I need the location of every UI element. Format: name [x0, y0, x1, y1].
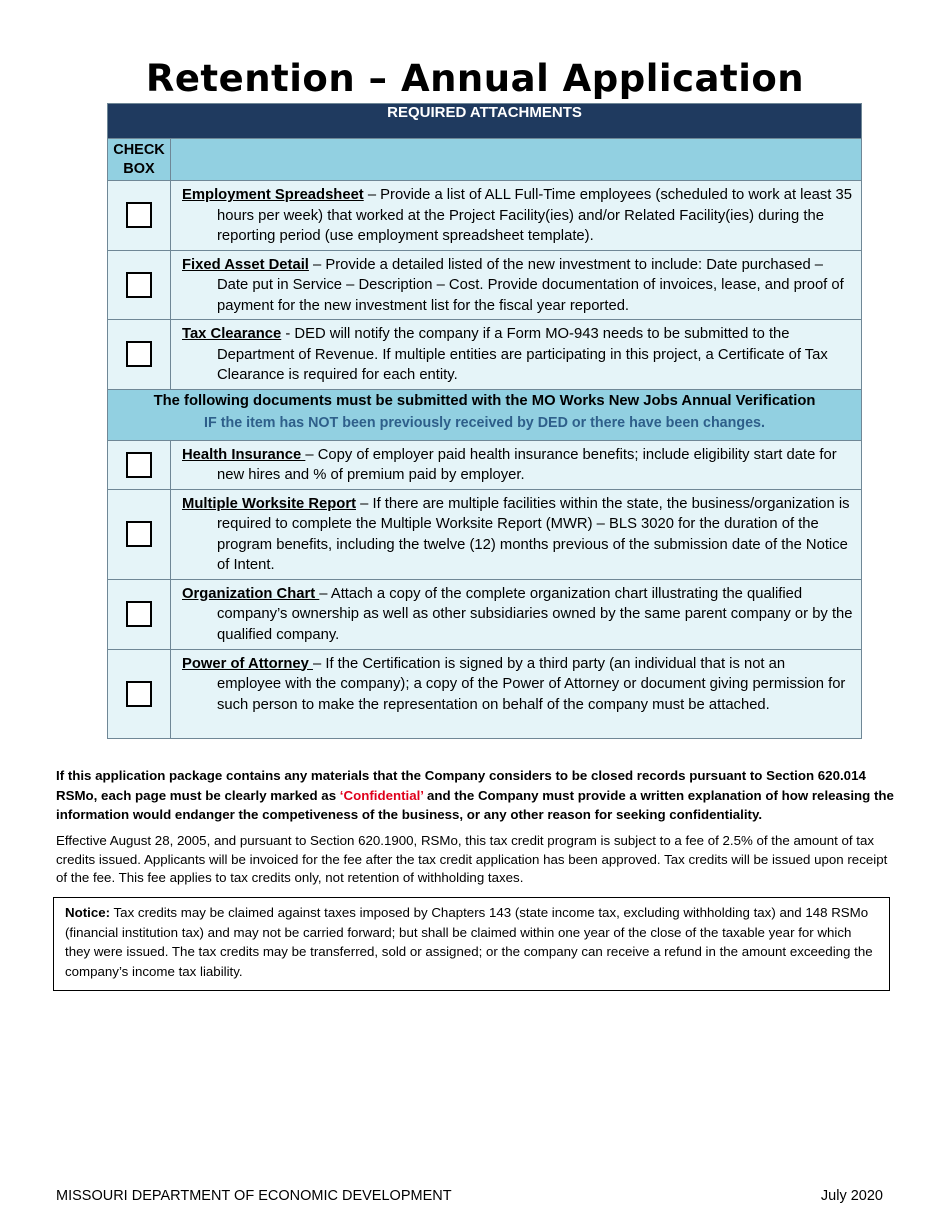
section-divider-row — [108, 389, 862, 440]
item-label: Multiple Worksite Report — [182, 495, 357, 512]
table-header-row — [108, 104, 862, 139]
fee-statement: Effective August 28, 2005, and pursuant to Section 620.1900, RSMo, this tax credit program is subject to a fee of 2.5% of the amount of tax credits issued. Applicants will be invoiced for the fee after the tax credit application has been approved. Tax credits will be issued upon receipt of the fee. This fee applies to tax credits only, not retention of withholding taxes. — [56, 833, 888, 886]
notice-text: Tax credits may be claimed against taxes imposed by Chapters 143 (state income tax, excluding withholding tax) and 148 RSMo (financial institution tax) and may not be carried forward; but shall be claimed within one year of the close of the taxable year for which they were issued. The tax credits may be transferred, sold or assigned; or the company can receive a refund in the amount exceeding the company’s income tax liability. — [65, 905, 873, 979]
item-description — [171, 490, 861, 579]
required-attachments-table — [107, 103, 862, 739]
confidentiality-text-2: and the Company must provide a written explanation of how releasing the information would endanger the competiveness of the business, or any other reason for seeking confidentiality. — [56, 787, 894, 822]
section-divider-title: The following documents must be submitted with the MO Works New Jobs Annual Verification — [153, 392, 816, 409]
checkbox-health-insurance[interactable] — [126, 452, 152, 478]
footer-organization: MISSOURI DEPARTMENT OF ECONOMIC DEVELOPMENT — [56, 1188, 452, 1204]
table-row — [108, 440, 862, 489]
checkbox-fixed-asset-detail[interactable] — [126, 272, 152, 298]
table-subheader-row — [108, 139, 862, 181]
table-row — [108, 649, 862, 738]
item-label: Power of Attorney — [182, 655, 313, 672]
item-text: – Attach a copy of the complete organization chart illustrating the qualified company’s ownership as well as other subsidiaries owned by the same parent company or by the qualified company. — [217, 585, 853, 643]
item-description — [171, 580, 861, 649]
checkbox-multiple-worksite-report[interactable] — [126, 521, 152, 547]
section-divider-note: IF the item has NOT been previously received by DED or there have been changes. — [204, 414, 765, 431]
checkbox-tax-clearance[interactable] — [126, 341, 152, 367]
item-description — [171, 650, 861, 719]
table-row — [108, 489, 862, 579]
checkbox-organization-chart[interactable] — [126, 601, 152, 627]
confidentiality-text-1: If this application package contains any materials that the Company considers to be closed records pursuant to Section 620.014 RSMo, each page must be clearly marked as — [56, 768, 866, 803]
item-label: Organization Chart — [182, 585, 320, 602]
item-description — [171, 441, 861, 489]
notice-box — [53, 897, 890, 991]
item-text: – If the Certification is signed by a third party (an individual that is not an employee with the company); a copy of the Power of Attorney or document giving permission for such person to make the representation on behalf of the company must be attached. — [217, 655, 846, 713]
checkbox-employment-spreadsheet[interactable] — [126, 202, 152, 228]
checkbox-power-of-attorney[interactable] — [126, 681, 152, 707]
table-row — [108, 250, 862, 320]
item-text: – Provide a list of ALL Full-Time employees (scheduled to work at least 35 hours per week) that worked at the Project Facility(ies) and/or Related Facility(ies) during the reporting period (use employment spreadsheet template). — [217, 187, 852, 244]
table-row — [108, 579, 862, 649]
item-text: - DED will notify the company if a Form MO-943 needs to be submitted to the Department of Revenue. If multiple entities are participating in this project, a Certificate of Tax Clearance is required for each entity. — [217, 326, 828, 383]
item-text: – Provide a detailed listed of the new investment to include: Date purchased – Date put in Service – Description – Cost. Provide documentation of invoices, lease, and proof of payment for the new investment list for the fiscal year reported. — [217, 256, 844, 314]
item-description — [171, 320, 861, 389]
table-row — [108, 320, 862, 390]
page-title: Retention – Annual Application — [145, 57, 805, 100]
item-label: Health Insurance — [182, 446, 306, 463]
confidential-marker: ‘Confidential’ — [339, 787, 424, 803]
notice-label: Notice: — [65, 905, 111, 920]
table-row — [108, 181, 862, 251]
item-label: Fixed Asset Detail — [182, 256, 309, 273]
subheader-blank — [171, 139, 862, 181]
confidentiality-statement — [56, 766, 896, 825]
table-header: REQUIRED ATTACHMENTS — [108, 104, 862, 139]
item-text: – If there are multiple facilities within the state, the business/organization is required to complete the Multiple Worksite Report (MWR) – BLS 3020 for the duration of the program benefits, including the twelve (12) months previous of the submission date of the Notice of Intent. — [217, 495, 850, 573]
check-box-header: CHECK BOX — [108, 139, 171, 181]
item-text: – Copy of employer paid health insurance benefits; include eligibility start date for new hires and % of premium paid by employer. — [217, 446, 837, 483]
item-description — [171, 181, 861, 250]
item-label: Tax Clearance — [182, 326, 282, 342]
item-label: Employment Spreadsheet — [182, 187, 364, 203]
footer-date: July 2020 — [820, 1188, 883, 1204]
item-description — [171, 251, 861, 320]
